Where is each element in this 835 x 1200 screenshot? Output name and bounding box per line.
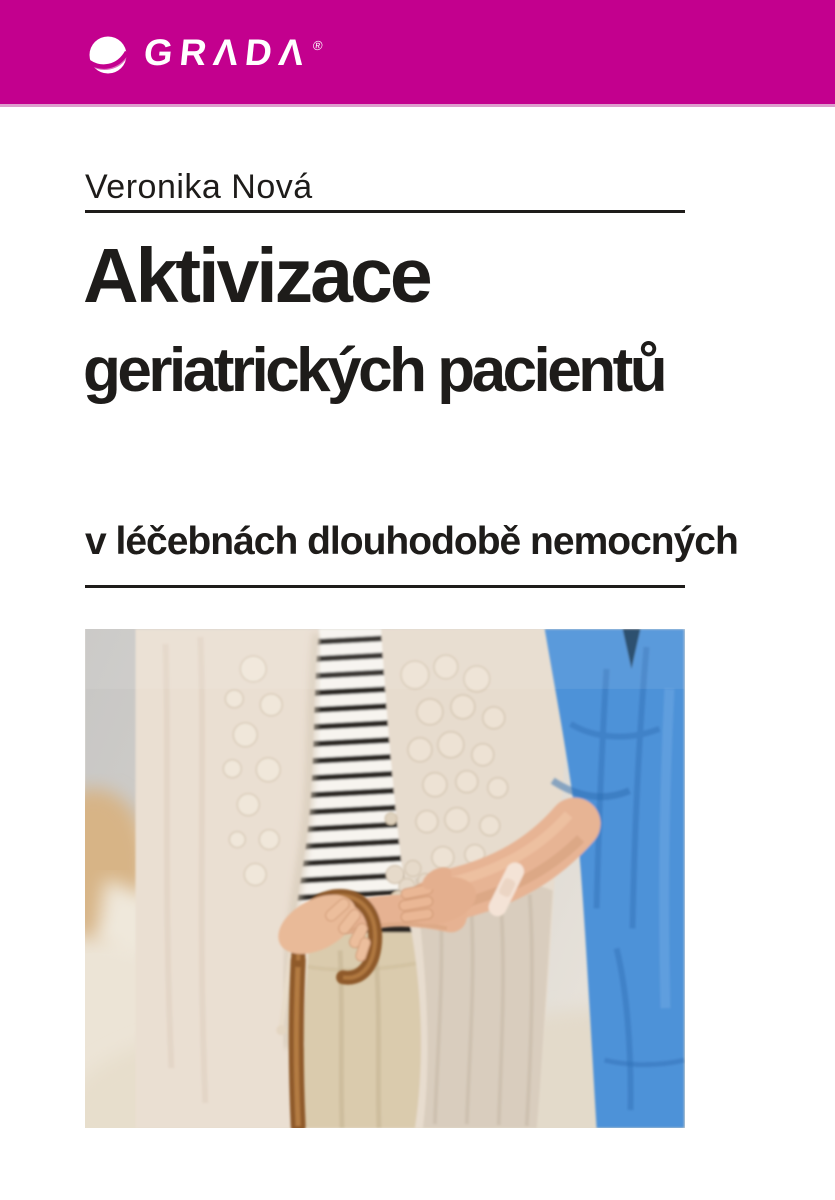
author-divider-rule [85,210,685,213]
registered-trademark-symbol: ® [311,38,323,53]
photo-cardigan-button [385,813,397,825]
book-title-line1: Aktivizace [83,233,430,319]
subtitle-divider-rule [85,585,685,588]
author-name: Veronika Nová [85,168,313,206]
publisher-wordmark: GRΛDΛ [141,32,313,73]
publisher-band [0,0,835,107]
cover-photo [85,629,685,1128]
grada-ball-icon [88,35,128,75]
book-subtitle: v léčebnách dlouhodobě nemocných [85,520,738,563]
book-title-line2: geriatrických pacientů [83,336,665,405]
grada-logo [88,33,322,75]
photo-light-overlay [86,629,685,689]
cover-photo-illustration [85,629,685,1128]
